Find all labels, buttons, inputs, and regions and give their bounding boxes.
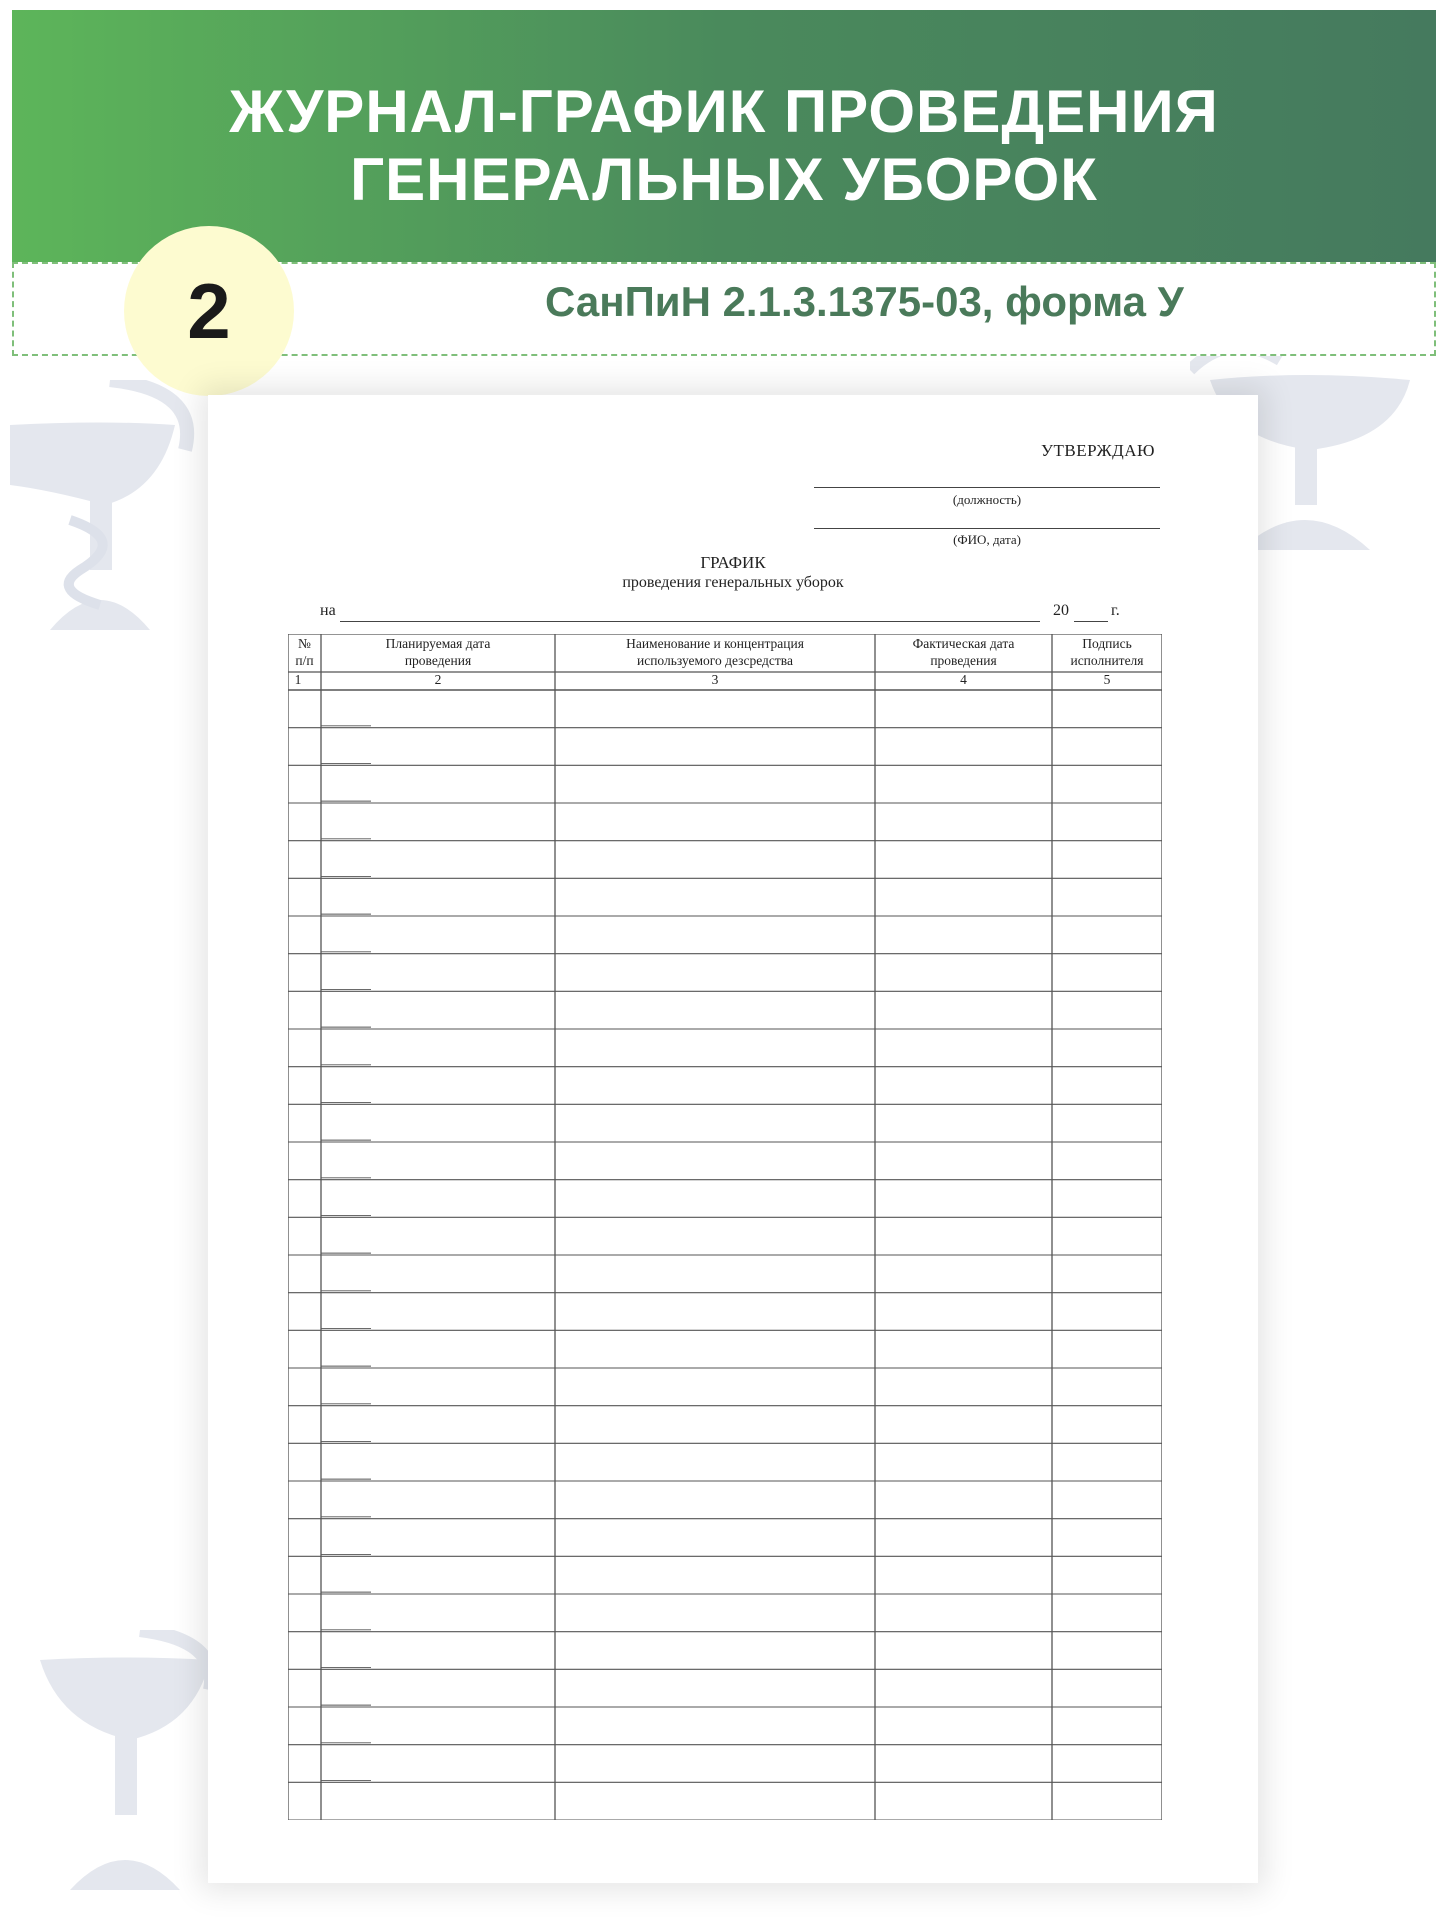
table-header-text: п/п <box>295 653 314 668</box>
table-header-cell <box>288 635 321 669</box>
banner-title <box>12 78 1436 214</box>
table-column-number: 1 <box>294 672 302 687</box>
position-caption: (должность) <box>952 492 1022 507</box>
table-header-text: используемого дезсредства <box>636 653 793 668</box>
table-column-number: 5 <box>1103 672 1111 687</box>
year-fill-line <box>1074 621 1108 622</box>
table-column-number: 3 <box>711 672 719 687</box>
period-fill-line <box>340 621 1040 622</box>
hygieia-bowl-watermark-left-bottom <box>30 1630 220 1890</box>
banner-title-line-2: ГЕНЕРАЛЬНЫХ УБОРОК <box>350 146 1098 213</box>
table-header-text: проведения <box>404 653 472 668</box>
period-prefix: на <box>320 602 336 619</box>
table-column-number: 4 <box>960 672 967 687</box>
table-header-cell <box>555 635 875 669</box>
form-subtitle: проведения генеральных уборок <box>622 574 844 591</box>
table-header-text: № <box>298 636 311 651</box>
form-sheet <box>208 395 1258 1883</box>
table-header-text: исполнителя <box>1070 653 1144 668</box>
name-date-caption: (ФИО, дата) <box>953 532 1021 547</box>
header-banner <box>12 10 1436 262</box>
sanpin-subtitle: СанПиН 2.1.3.1375-03, форма У <box>545 278 1184 325</box>
page-number-badge: 2 <box>124 226 294 396</box>
table-header-text: Планируемая дата <box>385 636 491 651</box>
table-header-text: Подпись <box>1082 636 1132 651</box>
banner-title-line-1: ЖУРНАЛ-ГРАФИК ПРОВЕДЕНИЯ <box>229 78 1219 145</box>
name-date-signature-line <box>814 528 1160 529</box>
year-suffix: г. <box>1111 602 1120 619</box>
form-title: ГРАФИК <box>700 553 766 572</box>
table-header-cell <box>321 635 555 669</box>
table-header-text: проведения <box>930 653 997 668</box>
table-column-number: 2 <box>434 672 442 687</box>
hygieia-bowl-watermark-left-top <box>10 380 200 630</box>
table-header-cell <box>875 635 1052 669</box>
approve-label: УТВЕРЖДАЮ <box>1040 441 1156 460</box>
table-header-text: Наименование и концентрация <box>626 636 804 651</box>
position-signature-line <box>814 487 1160 488</box>
year-prefix: 20 <box>1053 602 1069 619</box>
table-header-text: Фактическая дата <box>912 636 1015 651</box>
table-header-cell <box>1052 635 1162 669</box>
cleaning-schedule-table <box>288 634 1162 1820</box>
